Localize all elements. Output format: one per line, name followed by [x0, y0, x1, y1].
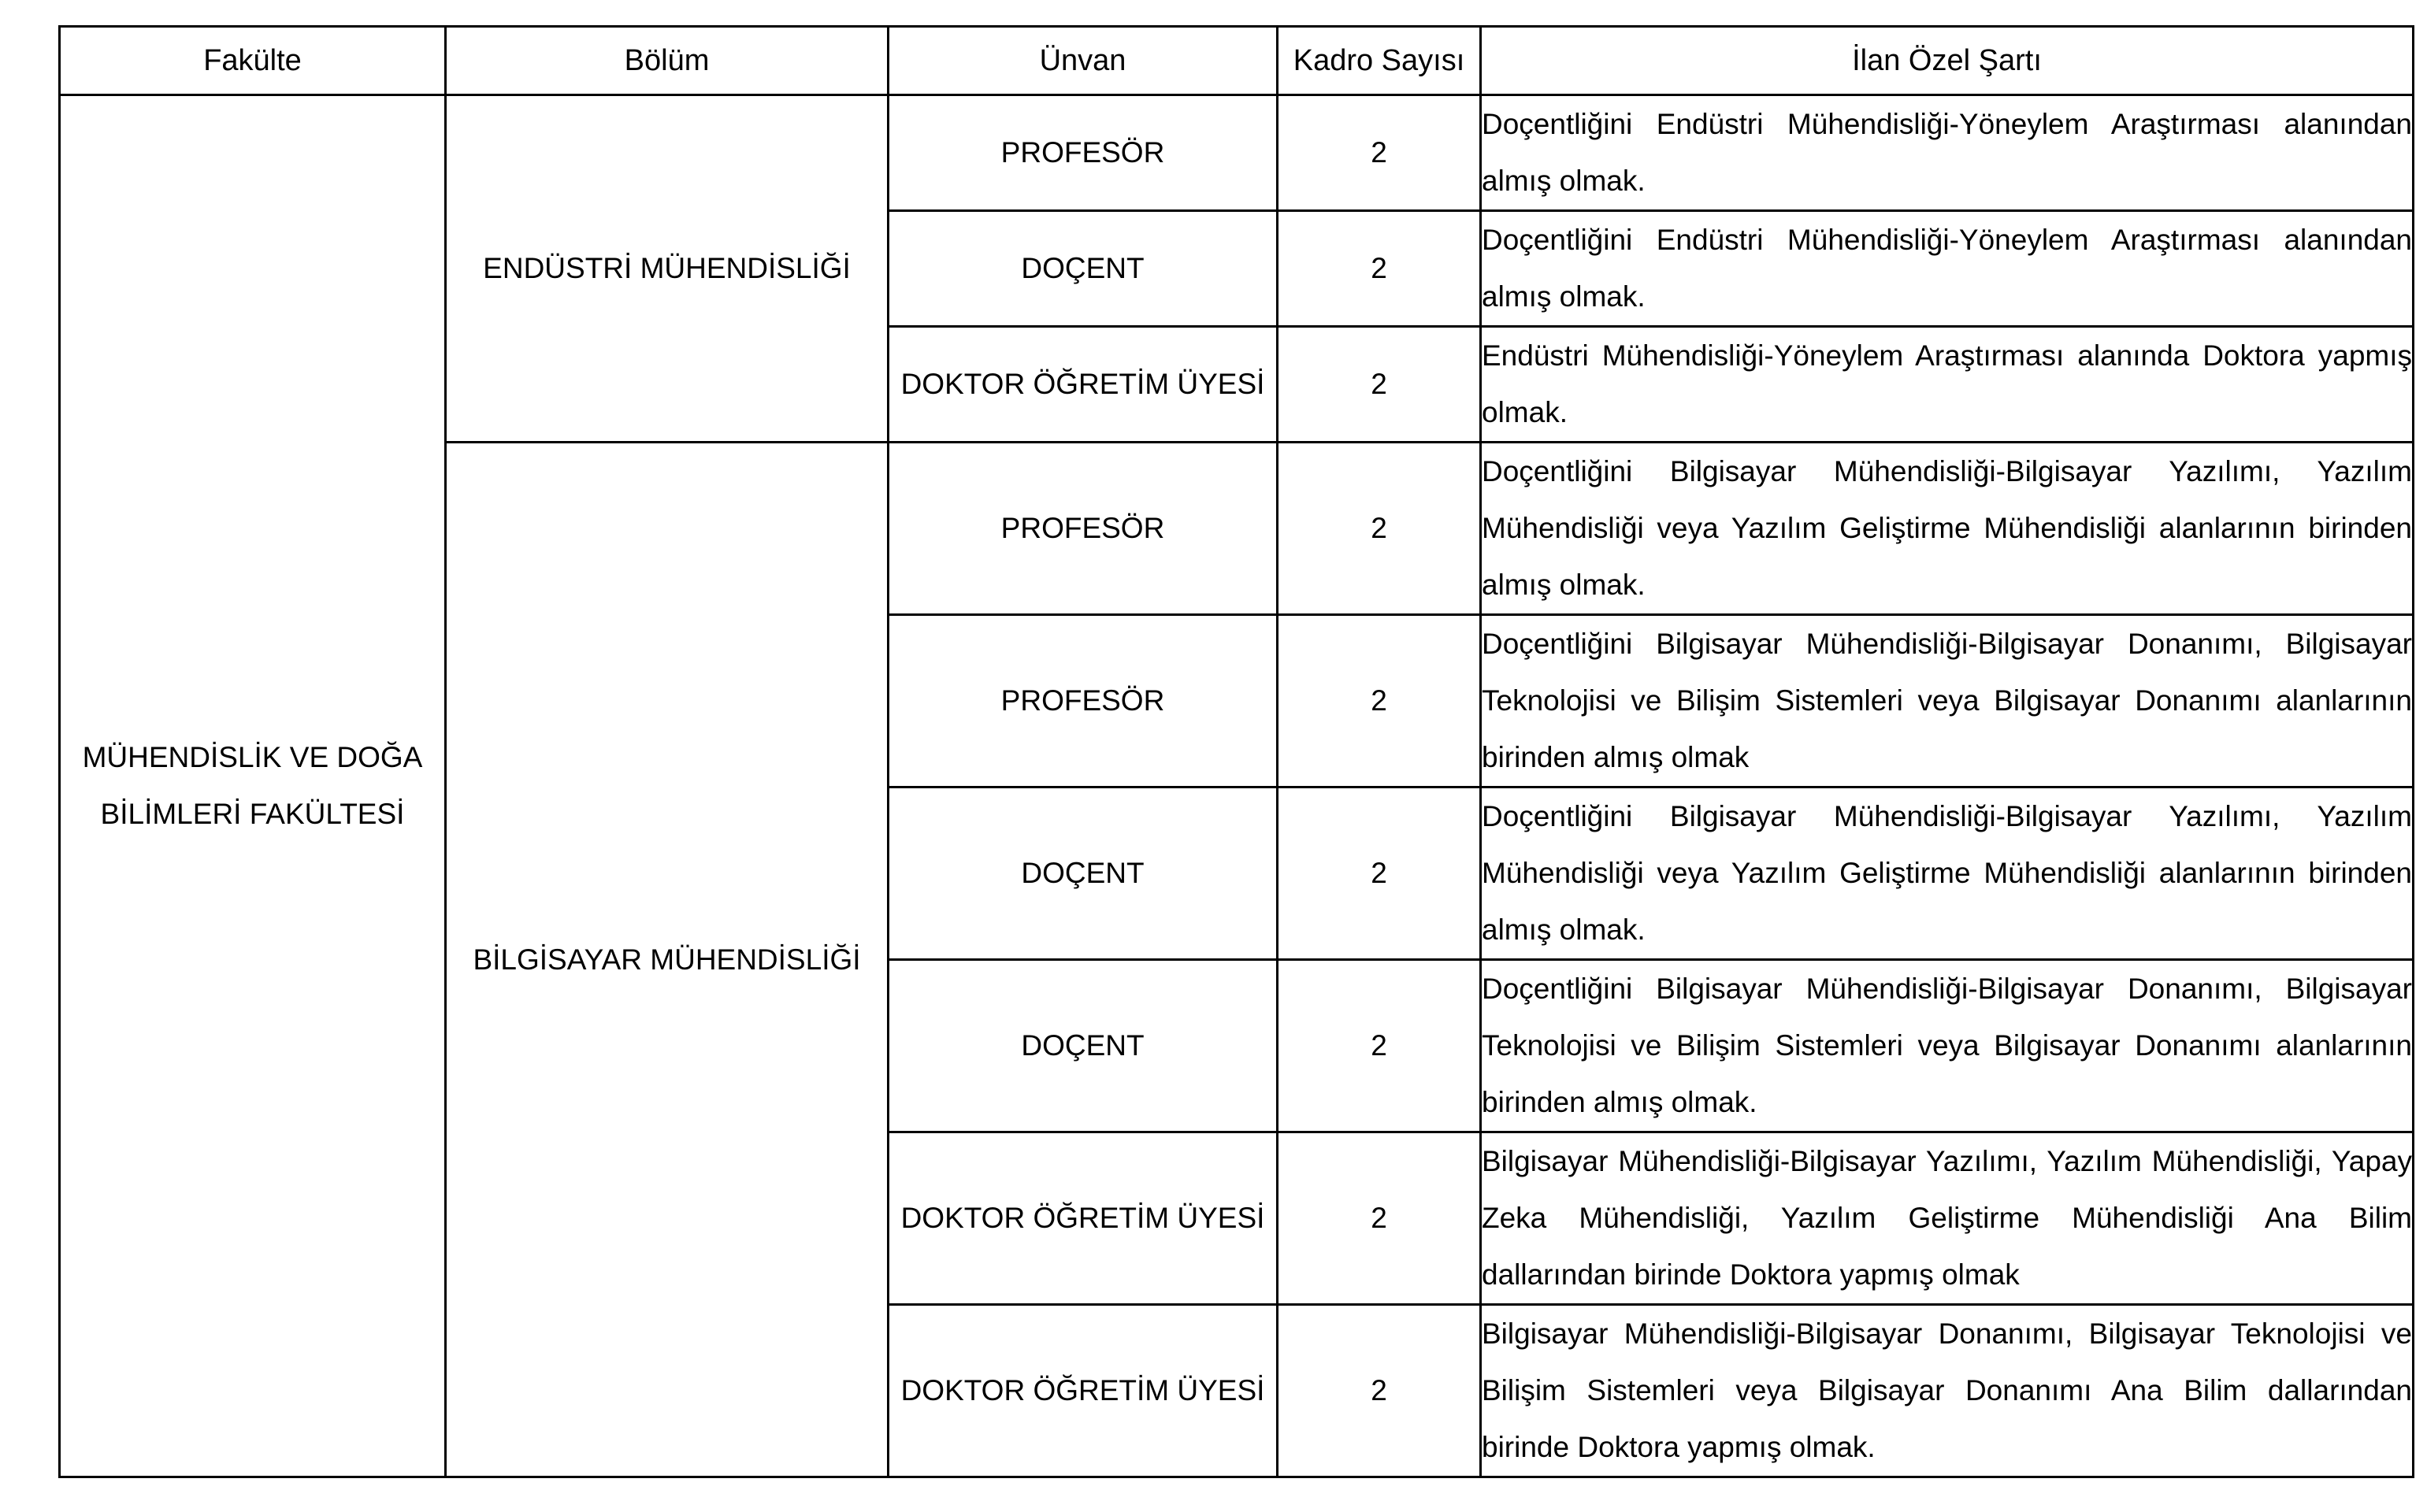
- title-cell: DOKTOR ÖĞRETİM ÜYESİ: [889, 1132, 1278, 1305]
- header-faculty: Fakülte: [60, 27, 446, 95]
- count-cell: 2: [1278, 1305, 1481, 1477]
- condition-text: Doçentliğini Bilgisayar Mühendisliği-Bilgisayar Donanımı, Bilgisayar Teknolojisi ve Bilişim Sistemleri veya Bilgisayar Donanımı alanlarının birinden almış olmak: [1482, 628, 2412, 773]
- header-row: [60, 27, 2414, 95]
- table-row: [60, 95, 2414, 211]
- title-cell: PROFESÖR: [889, 443, 1278, 615]
- condition-cell: [1481, 327, 2414, 443]
- title-cell: DOÇENT: [889, 960, 1278, 1132]
- count-cell: 2: [1278, 788, 1481, 960]
- header-condition: İlan Özel Şartı: [1481, 27, 2414, 95]
- header-title: Ünvan: [889, 27, 1278, 95]
- title-cell: PROFESÖR: [889, 615, 1278, 788]
- faculty-cell: MÜHENDİSLİK VE DOĞA BİLİMLERİ FAKÜLTESİ: [60, 95, 446, 1477]
- count-cell: 2: [1278, 95, 1481, 211]
- condition-cell: [1481, 211, 2414, 327]
- count-cell: 2: [1278, 960, 1481, 1132]
- count-cell: 2: [1278, 443, 1481, 615]
- condition-text: Endüstri Mühendisliği-Yöneylem Araştırması alanında Doktora yapmış olmak.: [1482, 339, 2412, 428]
- count-cell: 2: [1278, 615, 1481, 788]
- condition-cell: [1481, 443, 2414, 615]
- positions-table: [58, 25, 2414, 1478]
- department-cell: BİLGİSAYAR MÜHENDİSLİĞİ: [446, 443, 889, 1477]
- title-cell: DOÇENT: [889, 211, 1278, 327]
- condition-text: Doçentliğini Endüstri Mühendisliği-Yöneylem Araştırması alanından almış olmak.: [1482, 224, 2412, 313]
- condition-text: Doçentliğini Bilgisayar Mühendisliği-Bilgisayar Yazılımı, Yazılım Mühendisliği veya Yazılım Geliştirme Mühendisliği alanlarının birinden almış olmak.: [1482, 455, 2412, 601]
- condition-cell: [1481, 1305, 2414, 1477]
- header-positions: Kadro Sayısı: [1278, 27, 1481, 95]
- count-cell: 2: [1278, 327, 1481, 443]
- title-cell: PROFESÖR: [889, 95, 1278, 211]
- condition-cell: [1481, 960, 2414, 1132]
- department-cell: ENDÜSTRİ MÜHENDİSLİĞİ: [446, 95, 889, 443]
- count-cell: 2: [1278, 1132, 1481, 1305]
- title-cell: DOÇENT: [889, 788, 1278, 960]
- condition-text: Doçentliğini Endüstri Mühendisliği-Yöneylem Araştırması alanından almış olmak.: [1482, 108, 2412, 197]
- condition-text: Doçentliğini Bilgisayar Mühendisliği-Bilgisayar Donanımı, Bilgisayar Teknolojisi ve Bilişim Sistemleri veya Bilgisayar Donanımı alanlarının birinden almış olmak.: [1482, 973, 2412, 1118]
- header-department: Bölüm: [446, 27, 889, 95]
- count-cell: 2: [1278, 211, 1481, 327]
- condition-cell: [1481, 95, 2414, 211]
- condition-text: Doçentliğini Bilgisayar Mühendisliği-Bilgisayar Yazılımı, Yazılım Mühendisliği veya Yazılım Geliştirme Mühendisliği alanlarının birinden almış olmak.: [1482, 800, 2412, 946]
- condition-cell: [1481, 788, 2414, 960]
- condition-cell: [1481, 615, 2414, 788]
- title-cell: DOKTOR ÖĞRETİM ÜYESİ: [889, 1305, 1278, 1477]
- title-cell: DOKTOR ÖĞRETİM ÜYESİ: [889, 327, 1278, 443]
- condition-text: Bilgisayar Mühendisliği-Bilgisayar Donanımı, Bilgisayar Teknolojisi ve Bilişim Sistemleri veya Bilgisayar Donanımı Ana Bilim dallarından birinde Doktora yapmış olmak.: [1482, 1317, 2412, 1463]
- condition-cell: [1481, 1132, 2414, 1305]
- condition-text: Bilgisayar Mühendisliği-Bilgisayar Yazılımı, Yazılım Mühendisliği, Yapay Zeka Mühendisliği, Yazılım Geliştirme Mühendisliği Ana Bilim dallarından birinde Doktora yapmış olmak: [1482, 1145, 2412, 1291]
